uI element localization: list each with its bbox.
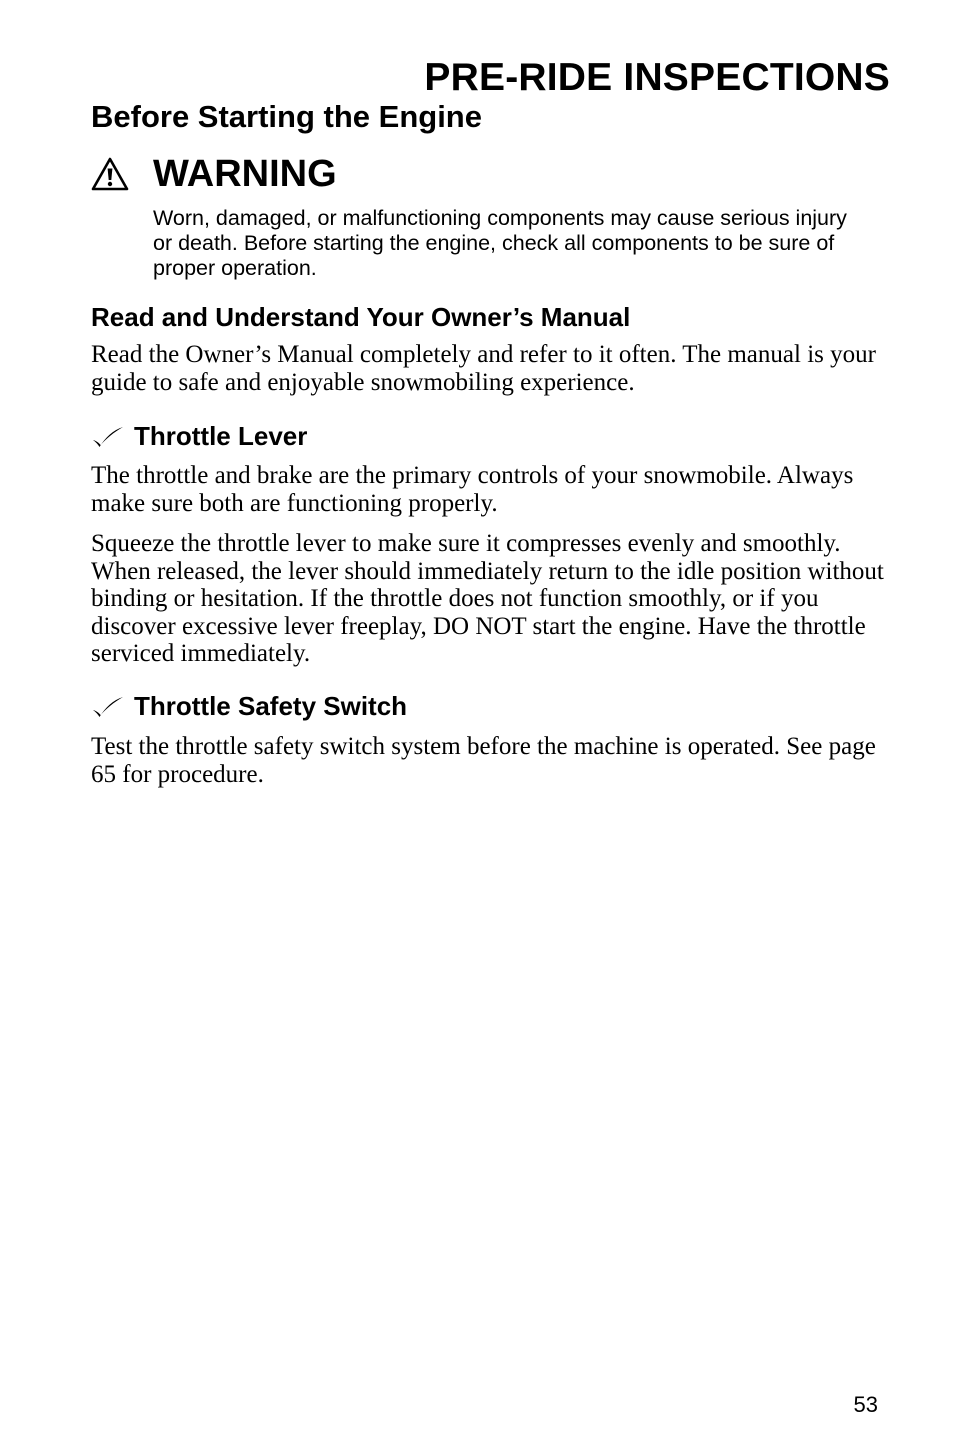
warning-header	[91, 152, 337, 196]
throttle-lever-paragraph: The throttle and brake are the primary controls of your snowmobile. Always make sure both are functioning properly.	[91, 462, 854, 517]
throttle-lever-heading	[91, 421, 307, 452]
manual-paragraph: Read the Owner’s Manual completely and refer to it often. The manual is your guide to safe and enjoyable snowmobiling experience.	[91, 341, 876, 396]
warning-triangle-icon	[91, 157, 129, 191]
page-number: 53	[853, 1392, 878, 1417]
manual-heading: Read and Understand Your Owner’s Manual	[91, 302, 631, 332]
throttle-safety-switch-heading	[91, 691, 407, 722]
warning-label: WARNING	[153, 153, 337, 195]
checkmark-icon	[91, 425, 125, 449]
throttle-lever-heading-label: Throttle Lever	[134, 421, 308, 451]
throttle-lever-paragraph: Squeeze the throttle lever to make sure it compresses evenly and smoothly. When released, the lever should immediately return to the idle position without binding or hesitation. If the throttle does not function smoothly, or if you discover excessive lever freeplay, DO NOT start the engine. Have the throttle serviced immediately.	[91, 530, 884, 667]
checkmark-icon	[91, 695, 125, 719]
throttle-safety-switch-heading-label: Throttle Safety Switch	[134, 691, 408, 721]
warning-text: Worn, damaged, or malfunctioning components may cause serious injury or death. Before starting the engine, check all components to be sure of proper operation.	[153, 206, 847, 280]
section-title: Before Starting the Engine	[91, 99, 482, 134]
throttle-safety-switch-paragraph: Test the throttle safety switch system before the machine is operated. See page 65 for procedure.	[91, 733, 876, 788]
page-title: PRE-RIDE INSPECTIONS	[424, 56, 890, 99]
